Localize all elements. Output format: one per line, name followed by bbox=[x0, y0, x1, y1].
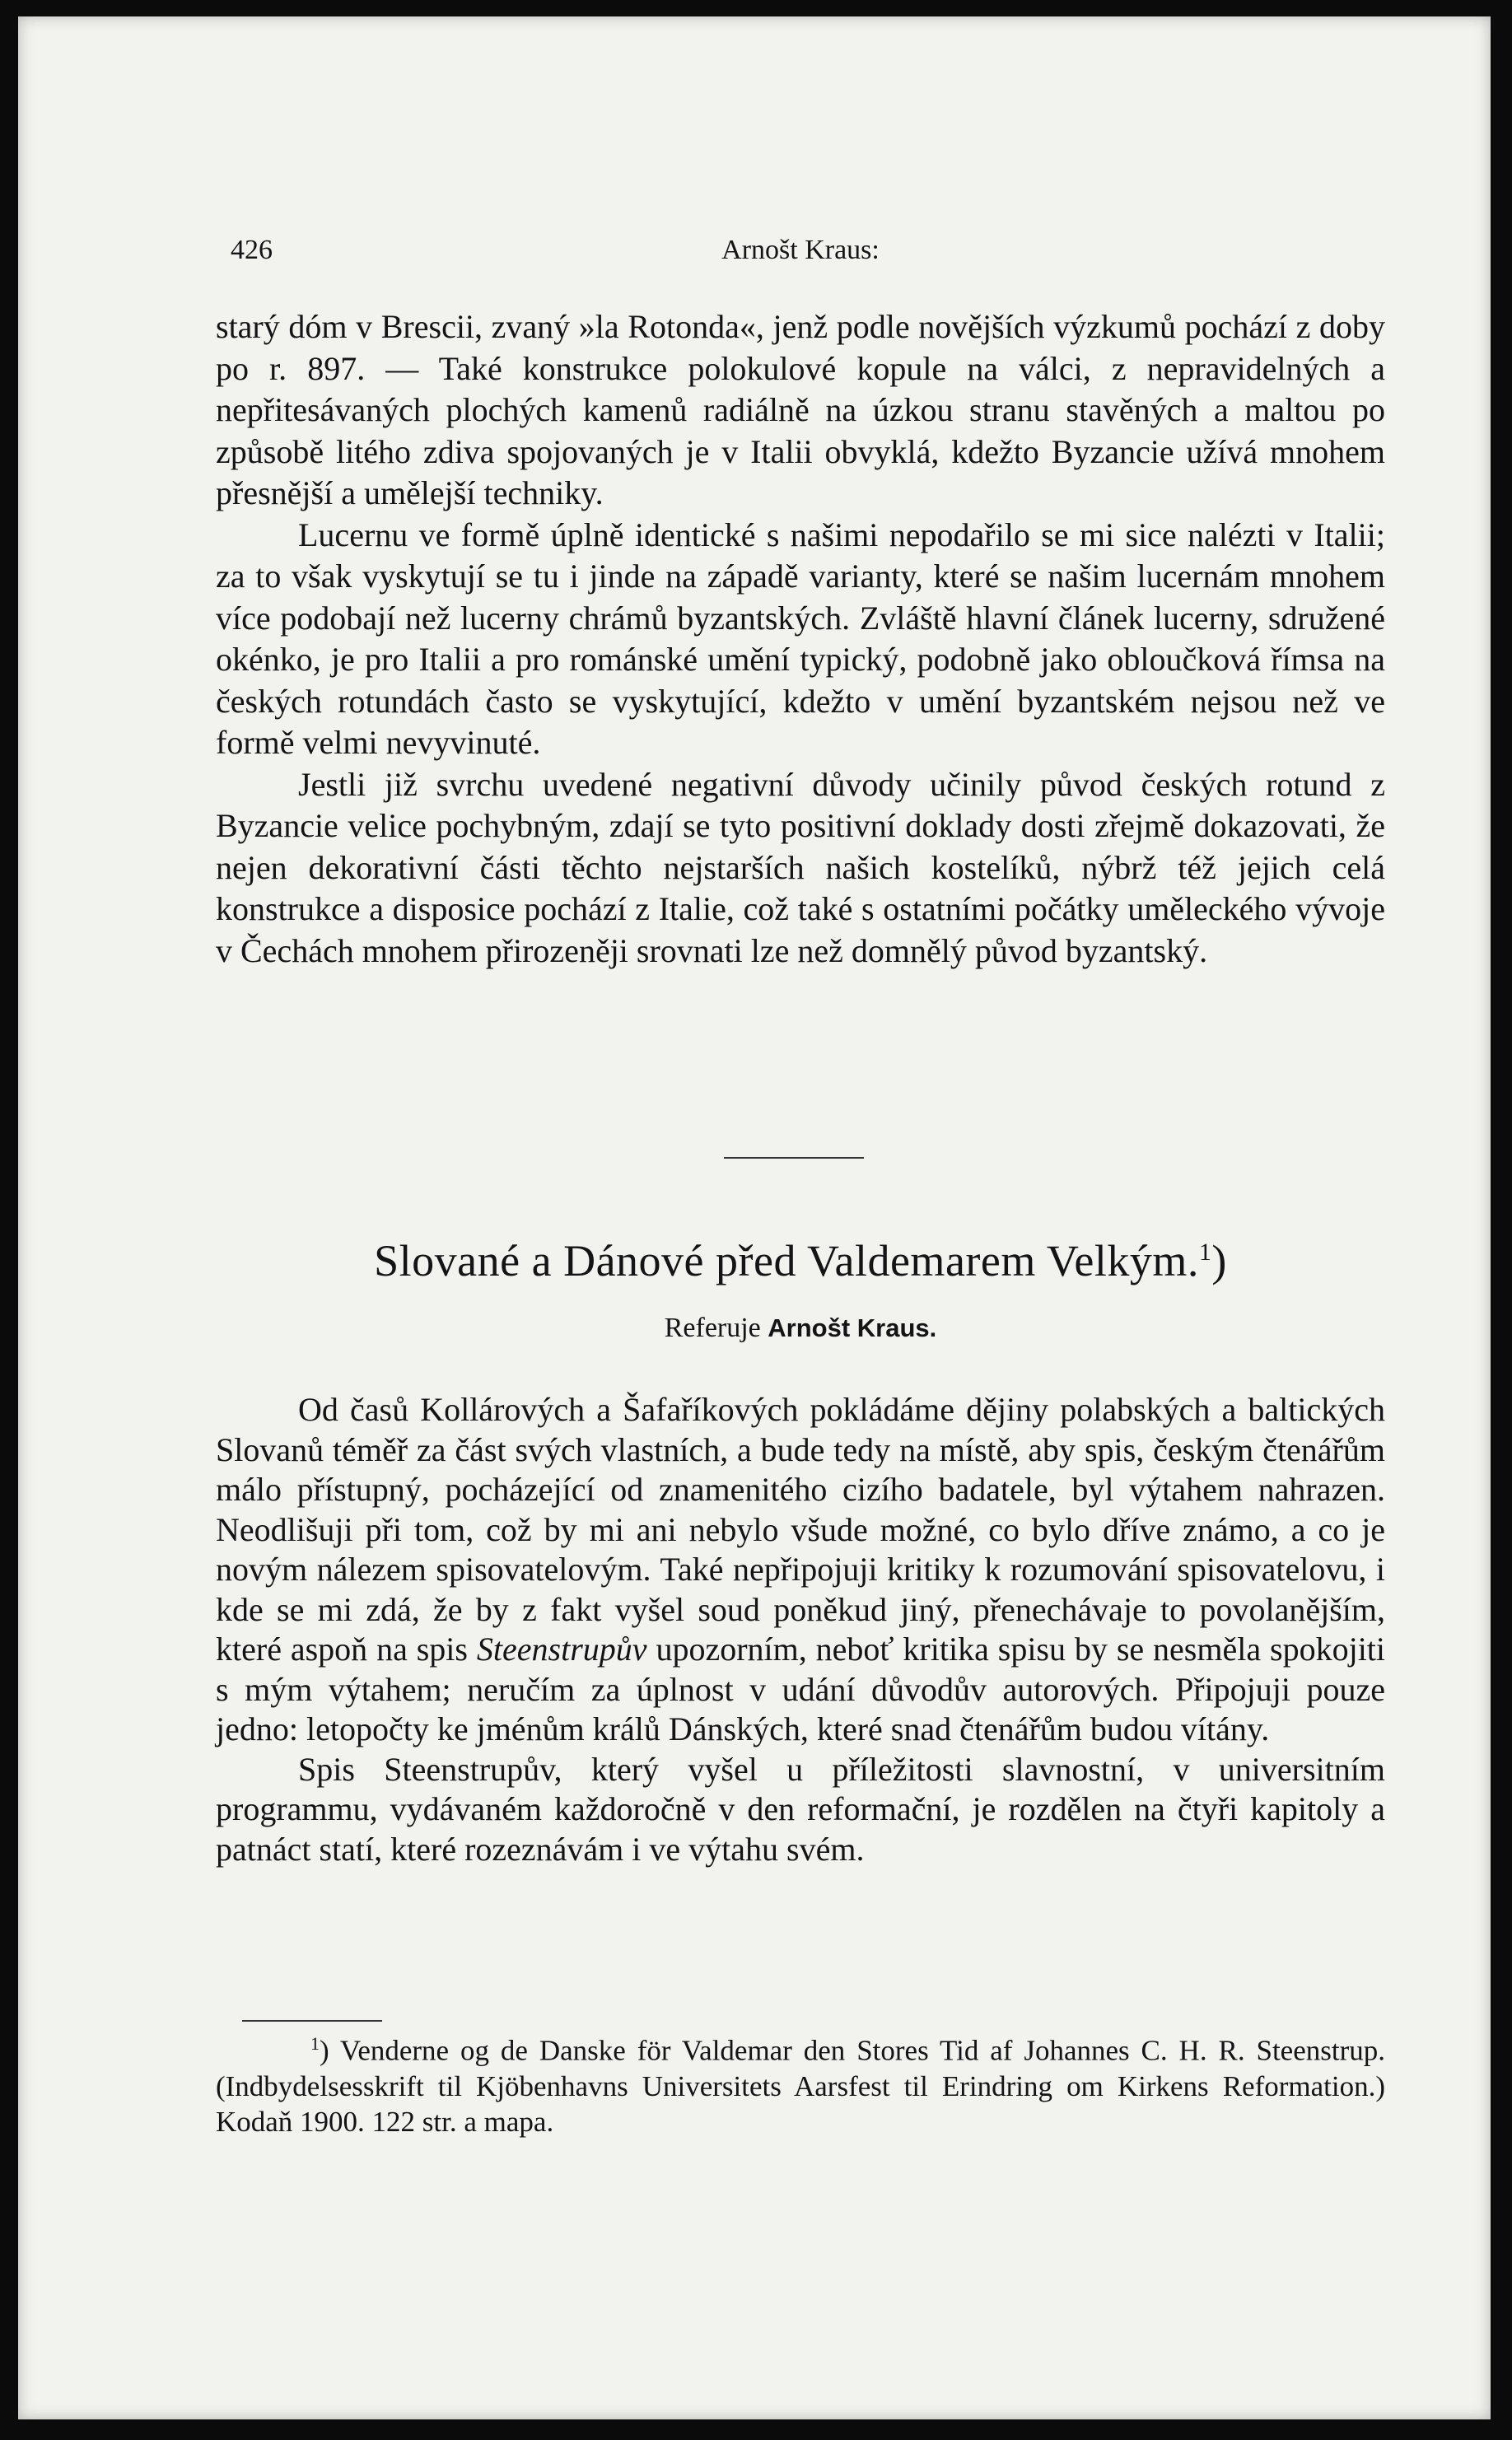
footnote-mark: 1 bbox=[310, 2033, 320, 2054]
page-header bbox=[216, 235, 1385, 276]
article-title-text: Slované a Dánové před Valdemarem Velkým. bbox=[374, 1236, 1199, 1285]
paragraph bbox=[216, 1390, 1385, 1750]
footnote-text: ) Venderne og de Danske för Valdemar den Stores Tid af Johannes C. H. R. Steenstrup. (Indbydelsesskrift til Kjöbenhavns Universitets Aarsfest til Erindring om Kirkens Reformation.) Kodaň 1900. 122 str. a mapa. bbox=[216, 2034, 1385, 2138]
article-title bbox=[216, 1235, 1385, 1286]
section-continuation bbox=[216, 306, 1385, 972]
article-body bbox=[216, 1390, 1385, 1869]
italic-reference: Steenstrupův bbox=[476, 1631, 647, 1668]
paragraph: starý dóm v Brescii, zvaný »la Rotonda«, jenž podle novějších výzkumů pochází z doby po r. 897. — Také konstrukce polokulové kopule na válci, z nepravidelných a nepřitesávaných plochých kamenů radiálně na úzkou stranu stavěných a maltou po způsobě litého zdiva spojovaných je v Italii obvyklá, kdežto Byzancie užívá mnohem přesnější a umělejší techniky. bbox=[216, 308, 1385, 511]
paragraph-text: upozorním, neboť kritika spisu by se nesměla spokojiti s mým výtahem; neručím za úplnost v udání důvodův autorových. Připojuji pouze jedno: letopočty ke jménům králů Dánských, které snad čtenářům budou vítány. bbox=[216, 1631, 1386, 1747]
article-byline bbox=[216, 1313, 1385, 1344]
byline-author: Arnošt Kraus. bbox=[768, 1313, 937, 1342]
page-number: 426 bbox=[231, 235, 273, 265]
byline-prefix: Referuje bbox=[664, 1313, 761, 1343]
paragraph: Jestli již svrchu uvedené negativní důvody učinily původ českých rotund z Byzancie velice pochybným, zdají se tyto positivní doklady dosti zřejmě dokazovati, že nejen dekorativní části těchto nejstarších našich kostelíků, nýbrž též jejich celá konstrukce a disposice pochází z Italie, což také s ostatními počátky uměleckého vývoje v Čechách mnohem přirozeněji srovnati lze než domnělý původ byzantský. bbox=[216, 765, 1385, 969]
paragraph: Lucernu ve formě úplně identické s našimi nepodařilo se mi sice nalézti v Italii; za to však vyskytují se tu i jinde na západě varianty, které se našim lucernám mnohem více podobají než lucerny chrámů byzantských. Zvláště hlavní článek lucerny, sdružené okénko, je pro Italii a pro románské umění typický, podobně jako obloučková římsa na českých rotundách často se vyskytující, kdežto v umění byzantském nejsou než ve formě velmi nevyvinuté. bbox=[216, 516, 1385, 761]
footnote bbox=[216, 2026, 1385, 2139]
footnote-reference[interactable]: 1 bbox=[1198, 1239, 1212, 1266]
paragraph-text: Od časů Kollárových a Šafaříkových pokládáme dějiny polabských a baltických Slovanů téměř za část svých vlastních, a bude tedy na místě, aby spis, českým čtenářům málo přístupný, pocházející od znamenitého cizího badatele, byl výtahem nahrazen. Neodlišuji při tom, což by mi ani nebylo všude možné, co bylo dříve známo, a co je novým nálezem spisovatelovým. Také nepřipojuji kritiky k rozumování spisovatelovu, i kde se mi zdá, že by z fakt vyšel soud poněkud jiný, přenechávaje to povolanějším, které aspoň na spis bbox=[216, 1391, 1385, 1668]
running-head: Arnošt Kraus: bbox=[721, 235, 880, 265]
paragraph: Spis Steenstrupův, který vyšel u příležitosti slavnostní, v universitním programmu, vydávaném každoročně v den reformační, je rozdělen na čtyři kapitoly a patnáct statí, které rozeznávám i ve výtahu svém. bbox=[216, 1750, 1385, 1868]
footnote-rule bbox=[242, 2020, 382, 2022]
article-title-close: ) bbox=[1211, 1236, 1227, 1285]
scanned-page bbox=[18, 16, 1491, 2419]
section-divider bbox=[724, 1157, 864, 1159]
